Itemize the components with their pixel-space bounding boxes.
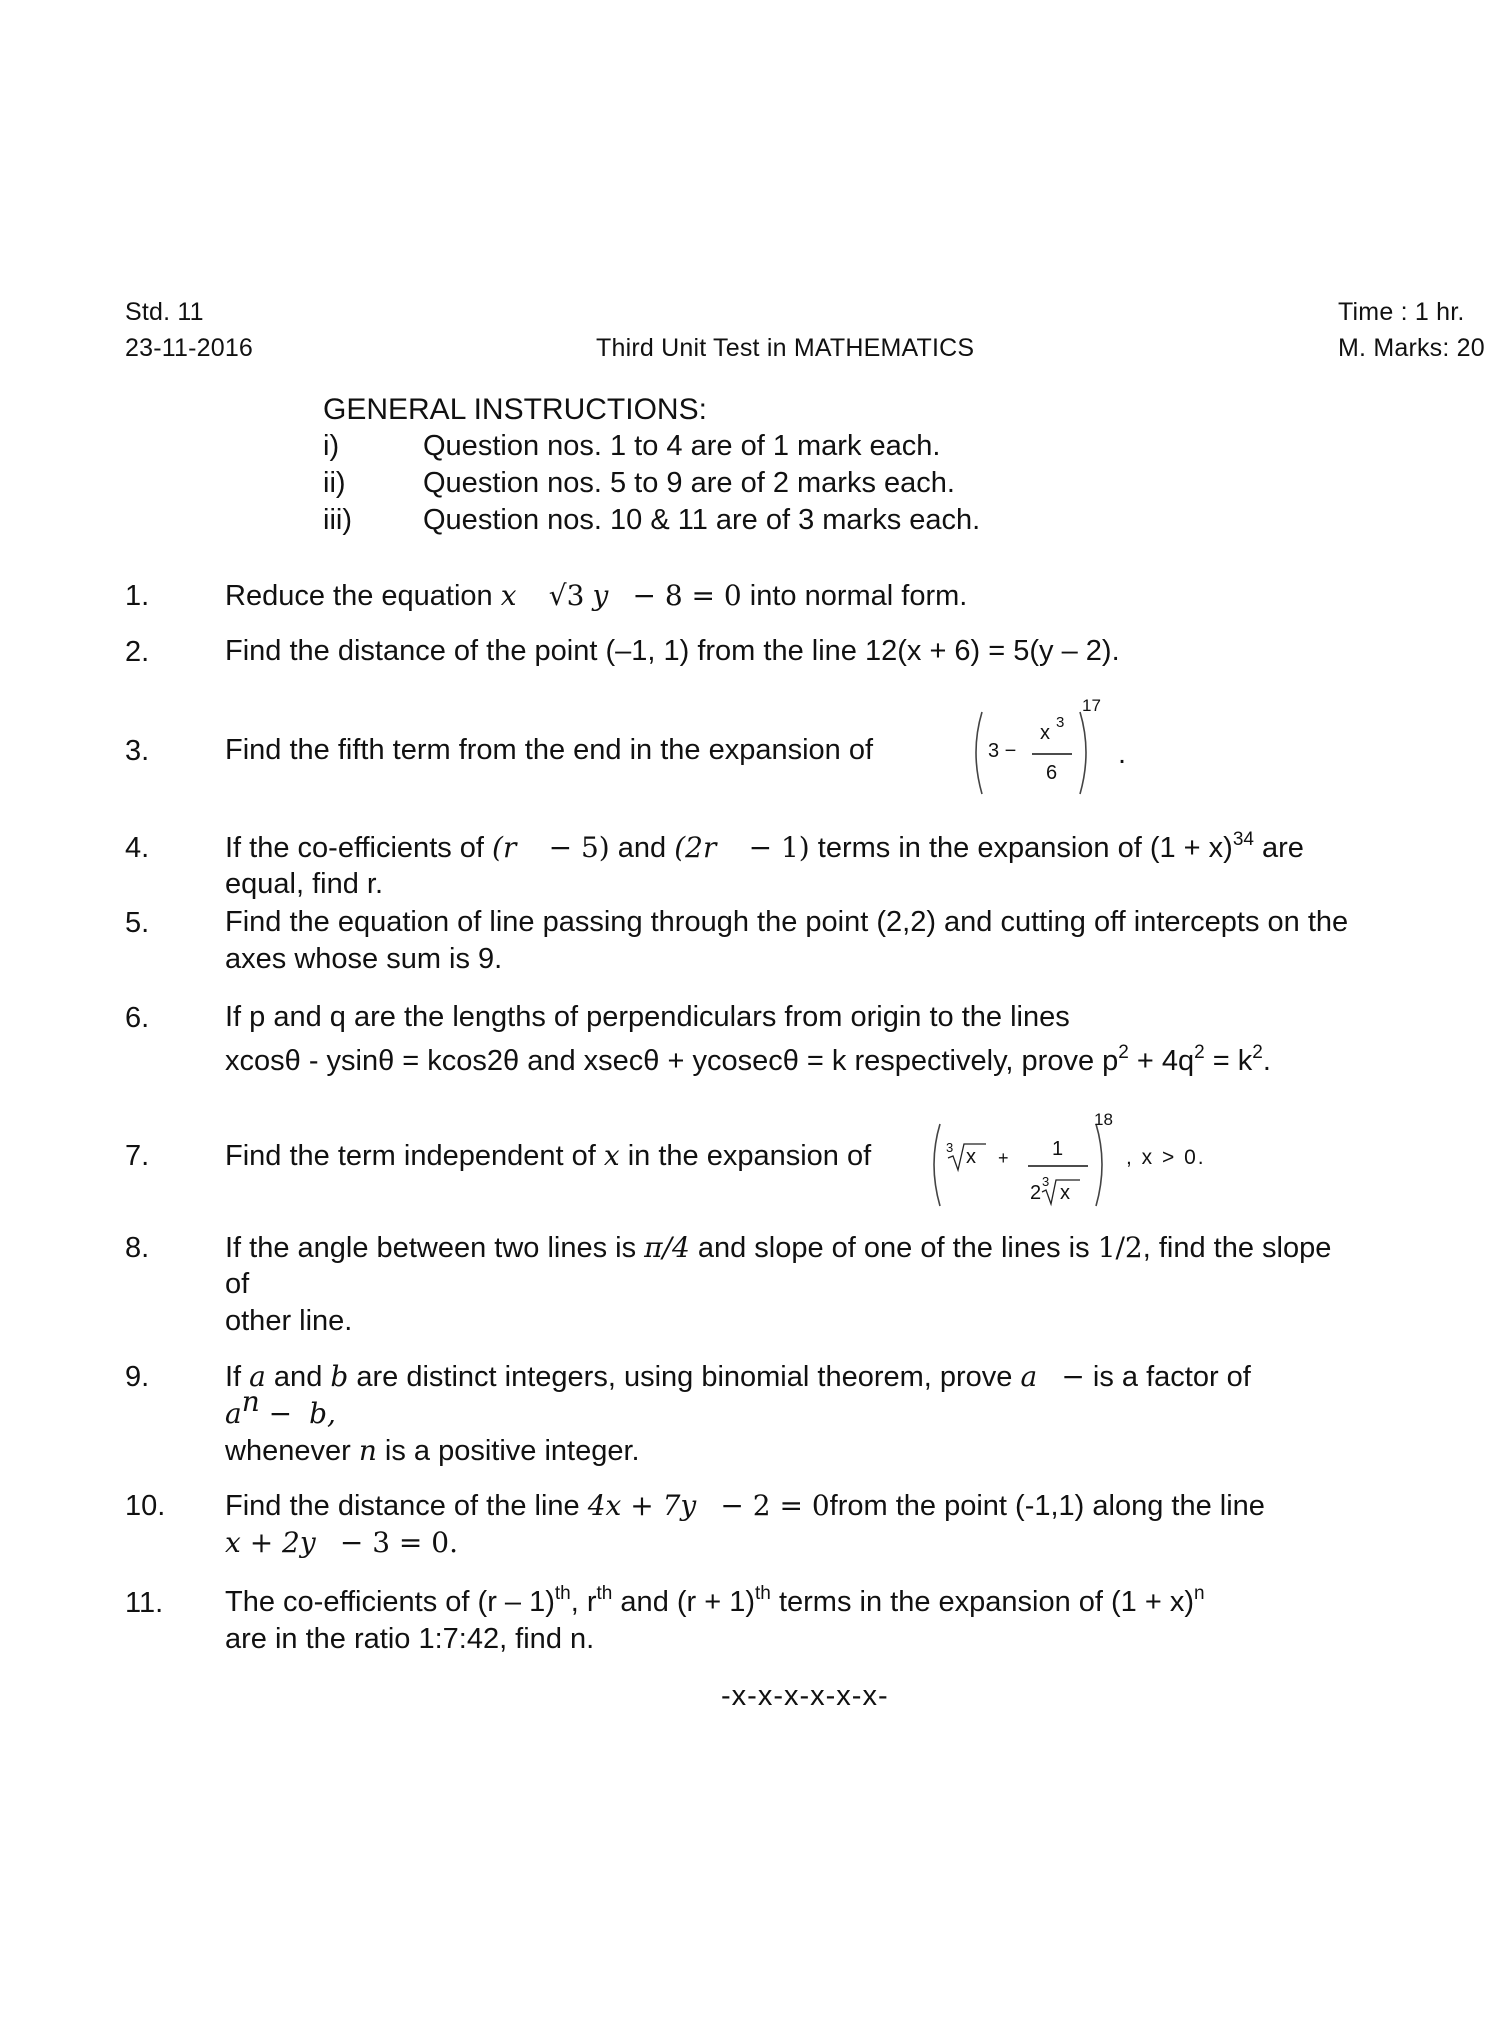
q10-line1 xyxy=(225,1487,1265,1525)
standard-label: Std. 11 xyxy=(125,298,204,326)
q8-line3: other line. xyxy=(225,1305,353,1337)
q10-line2 xyxy=(225,1524,458,1562)
q7-paren-svg xyxy=(928,1118,1108,1210)
question-3: Find the fifth term from the end in the expansion of xyxy=(225,734,874,766)
q9-math: b xyxy=(330,1360,349,1393)
q5-line1: Find the equation of line passing through the point (2,2) and cutting off intercepts on the xyxy=(225,906,1349,938)
question-2: Find the distance of the point (–1, 1) from the line 12(x + 6) = 5(y – 2). xyxy=(225,635,1120,667)
q11-superscript: n xyxy=(1194,1583,1205,1604)
question-number: 3. xyxy=(125,735,150,767)
q7-text: Find the term independent of xyxy=(225,1140,604,1172)
instruction-text: Question nos. 10 & 11 are of 3 marks each. xyxy=(423,504,981,536)
instruction-text: Question nos. 5 to 9 are of 2 marks each. xyxy=(423,467,955,499)
max-marks: M. Marks: 20 xyxy=(1338,334,1485,362)
test-date: 23-11-2016 xyxy=(125,334,254,362)
instructions-heading: GENERAL INSTRUCTIONS: xyxy=(323,393,707,426)
q9-math: − xyxy=(259,1397,302,1430)
q4-text: If the co-efficients of xyxy=(225,832,493,864)
root-index: 3 xyxy=(1042,1174,1050,1189)
q6-text: xcosθ - ysinθ = kcos2θ and xsecθ + ycosecθ = k respectively, prove p xyxy=(225,1045,1119,1077)
q8-text: and slope of one of the lines is xyxy=(689,1232,1098,1264)
fraction-denominator: 2 xyxy=(1030,1182,1042,1204)
q3-numerator: x xyxy=(1040,722,1050,744)
q9-math: a xyxy=(249,1360,266,1393)
question-number: 1. xyxy=(125,580,150,612)
q11-superscript: th xyxy=(554,1583,571,1604)
q8-math: 1/2 xyxy=(1097,1231,1143,1264)
q9-math: a xyxy=(1020,1360,1038,1393)
q9-exponent: n xyxy=(241,1385,260,1418)
q3-denominator: 6 xyxy=(1046,762,1058,784)
q11-superscript: th xyxy=(755,1583,771,1604)
q7-text: in the expansion of xyxy=(619,1140,872,1172)
q9-math: b, xyxy=(309,1397,336,1430)
q9-math: n xyxy=(358,1434,377,1467)
q9-text: is a positive integer. xyxy=(376,1435,640,1467)
root-radicand: x xyxy=(966,1146,976,1168)
q11-superscript: th xyxy=(596,1583,613,1604)
q6-text: = k xyxy=(1204,1045,1253,1077)
q5-line2: axes whose sum is 9. xyxy=(225,943,503,975)
question-7 xyxy=(225,1137,871,1175)
question-number: 10. xyxy=(125,1490,166,1522)
q10-text: from the point (-1,1) along the line xyxy=(829,1490,1265,1522)
q4-math: − 5 xyxy=(548,831,599,864)
instruction-num: ii) xyxy=(323,467,346,499)
left-paren xyxy=(976,712,982,794)
q8-text: , find the slope xyxy=(1142,1232,1332,1264)
q9-text: is a factor of xyxy=(1084,1361,1251,1393)
q9-text: If xyxy=(225,1361,250,1393)
q9-line1 xyxy=(225,1358,1251,1396)
question-4: If the co-efficients of (r − 5) and (2r − 1) terms in the expansion of $(1 + x)^{34}$ are xyxy=(225,829,1304,864)
plus-sign: + xyxy=(998,1148,1009,1168)
q1-text: into normal form. xyxy=(749,580,968,612)
q7-power: 18 xyxy=(1094,1110,1113,1129)
question-number: 5. xyxy=(125,907,150,939)
q4-math: − 1 xyxy=(748,831,799,864)
q9-math: − xyxy=(1061,1360,1085,1393)
q3-exponent: 3 xyxy=(1056,714,1065,731)
q8-math: π/4 xyxy=(644,1231,690,1264)
q10-math: − 2 = 0 xyxy=(720,1489,830,1522)
q1-math: y xyxy=(592,579,609,612)
question-number: 9. xyxy=(125,1361,150,1393)
question-number: 2. xyxy=(125,636,150,668)
q7-condition: , x > 0. xyxy=(1126,1146,1206,1169)
question-number: 8. xyxy=(125,1232,150,1264)
q4-text: and xyxy=(609,832,675,864)
instruction-text: Question nos. 1 to 4 are of 1 mark each. xyxy=(423,430,941,462)
q8-line2: of xyxy=(225,1268,250,1300)
question-number: 6. xyxy=(125,1002,150,1034)
q1-math: √3 xyxy=(548,579,585,612)
right-paren xyxy=(1080,712,1086,794)
q6-exponent: 2 xyxy=(1118,1042,1129,1063)
q6-line2 xyxy=(225,1043,1271,1080)
q3-expression xyxy=(968,702,1098,802)
q9-line3 xyxy=(225,1432,640,1470)
q4-text: terms in the expansion of (1 + x) xyxy=(809,832,1233,864)
q9-line2 xyxy=(225,1385,336,1433)
q6-line1: If p and q are the lengths of perpendiculars from origin to the lines xyxy=(225,1001,1070,1033)
q8-text: If the angle between two lines is xyxy=(225,1232,645,1264)
q6-exponent: 2 xyxy=(1252,1042,1263,1063)
q11-text: terms in the expansion of (1 + x) xyxy=(770,1586,1195,1618)
q9-text: and xyxy=(265,1361,331,1393)
q6-text: + 4q xyxy=(1128,1045,1195,1077)
q10-text: Find the distance of the line xyxy=(225,1490,588,1522)
q3-power: 17 xyxy=(1082,696,1101,715)
root-index: 3 xyxy=(946,1140,954,1155)
q10-math: x + 2y xyxy=(225,1526,316,1559)
question-number: 11. xyxy=(125,1587,164,1619)
q4-math: (r xyxy=(492,831,517,864)
question-1 xyxy=(225,577,967,615)
q9-math: a xyxy=(225,1397,242,1430)
q8-line1 xyxy=(225,1229,1331,1267)
q7-math: x xyxy=(603,1139,620,1172)
q10-math: − 3 = 0. xyxy=(339,1526,459,1559)
time-allowed: Time : 1 hr. xyxy=(1338,298,1465,326)
fraction-numerator: 1 xyxy=(1052,1138,1064,1160)
q1-math: x xyxy=(500,579,517,612)
test-title: Third Unit Test in MATHEMATICS xyxy=(596,334,975,362)
q7-expression xyxy=(928,1118,1108,1210)
question-number: 4. xyxy=(125,832,150,864)
end-marker: -x-x-x-x-x-x- xyxy=(721,1680,889,1712)
q11-line1 xyxy=(225,1584,1205,1621)
q3-period: . xyxy=(1118,738,1127,770)
q6-text: . xyxy=(1262,1045,1271,1077)
q6-exponent: 2 xyxy=(1194,1042,1205,1063)
instruction-num: i) xyxy=(323,430,340,462)
q9-text: whenever xyxy=(225,1435,359,1467)
q11-text: The co-efficients of (r – 1) xyxy=(225,1586,555,1618)
q9-text: are distinct integers, using binomial theorem, prove xyxy=(348,1361,1021,1393)
q4-math: (2r xyxy=(674,831,717,864)
q11-text: , r xyxy=(570,1586,597,1618)
q11-text: and (r + 1) xyxy=(612,1586,756,1618)
right-paren xyxy=(1096,1124,1102,1206)
instruction-num: iii) xyxy=(323,504,352,536)
q10-math: 4x + 7y xyxy=(587,1489,697,1522)
q4-exponent: 34 xyxy=(1232,829,1254,850)
question-number: 7. xyxy=(125,1140,150,1172)
q11-line2: are in the ratio 1:7:42, find n. xyxy=(225,1623,595,1655)
q4-line2: equal, find r. xyxy=(225,868,383,900)
left-paren xyxy=(934,1124,940,1206)
q4-text: are xyxy=(1253,832,1304,864)
q1-text: Reduce the equation xyxy=(225,580,501,612)
q3-term: 3 − xyxy=(988,740,1017,762)
q1-math: − 8 = 0 xyxy=(632,579,742,612)
root-radicand: x xyxy=(1060,1182,1070,1204)
